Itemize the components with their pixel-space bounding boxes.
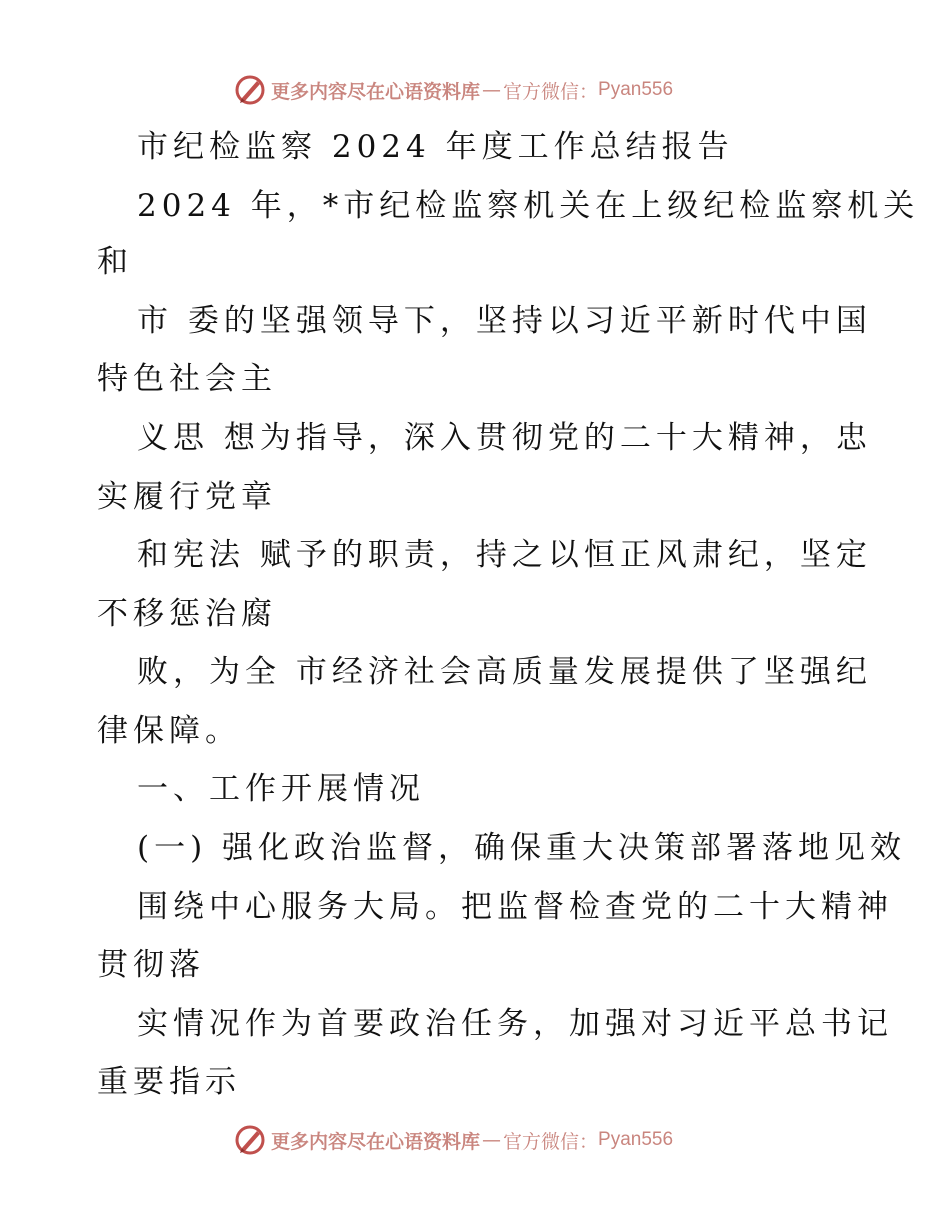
section-heading: 一、工作开展情况: [137, 771, 425, 807]
pen-logo-icon: [233, 1123, 267, 1157]
watermark-wechat-id: Pyan556: [598, 1129, 674, 1150]
text-line: 特色社会主: [97, 361, 277, 397]
text-line: 不移惩治腐: [97, 596, 277, 632]
text-line: 2024 年，*市纪检监察机关在上级纪检监察机关: [137, 188, 920, 224]
watermark-wechat-label: 官方微信：: [503, 80, 599, 103]
watermark-separator: —: [482, 1129, 502, 1151]
text-line: 和宪法 赋予的职责，持之以恒正风肃纪，坚定: [137, 537, 872, 573]
text-line: 市 委的坚强领导下，坚持以习近平新时代中国: [137, 303, 872, 339]
text-line: 律保障。: [97, 713, 241, 749]
watermark-banner-top: [233, 72, 673, 108]
text-line: 义思 想为指导，深入贯彻党的二十大精神，忠: [137, 420, 872, 456]
watermark-separator: —: [482, 79, 502, 101]
document-title: 市纪检监察 2024 年度工作总结报告: [137, 129, 734, 165]
watermark-wechat-id: Pyan556: [598, 79, 674, 100]
text-line: 实履行党章: [97, 479, 277, 515]
watermark-brand: 更多内容尽在心语资料库: [271, 1130, 481, 1153]
text-line: 围绕中心服务大局。把监督检查党的二十大精神: [137, 889, 893, 925]
watermark-brand: 更多内容尽在心语资料库: [271, 80, 481, 103]
text-line: 和: [97, 244, 133, 280]
text-line: 实情况作为首要政治任务，加强对习近平总书记: [137, 1006, 893, 1042]
text-line: 败，为全 市经济社会高质量发展提供了坚强纪: [137, 654, 872, 690]
subsection-heading: (一) 强化政治监督，确保重大决策部署落地见效: [137, 830, 907, 866]
pen-logo-icon: [233, 73, 267, 107]
watermark-banner-bottom: [233, 1122, 673, 1158]
text-line: 重要指示: [97, 1064, 241, 1100]
text-line: 贯彻落: [97, 947, 205, 983]
watermark-wechat-label: 官方微信：: [503, 1130, 599, 1153]
